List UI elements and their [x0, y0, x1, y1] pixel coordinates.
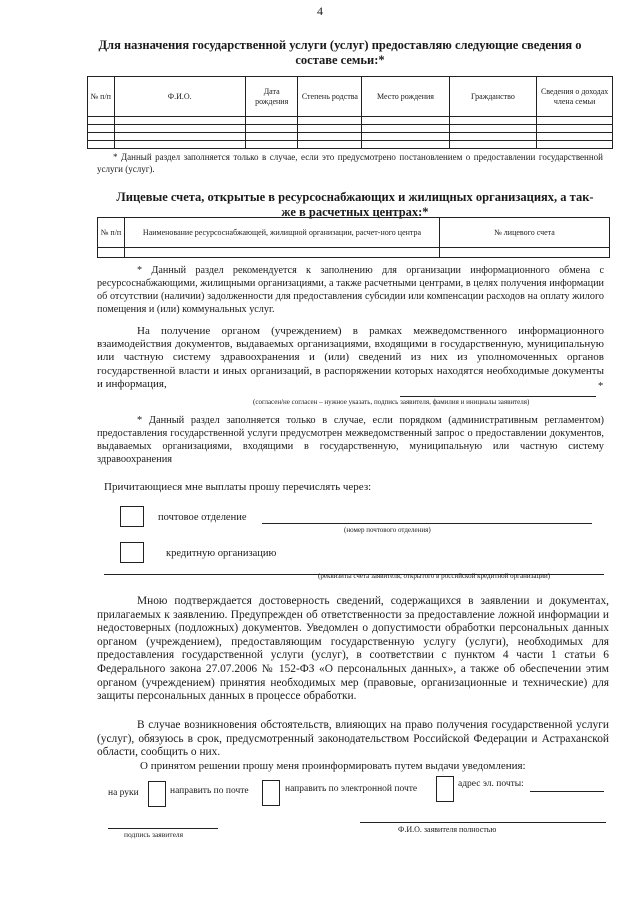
accounts-col-number: № п/п	[98, 218, 125, 248]
accounts-note: * Данный раздел рекомендуется к заполнению для организации информационного обмена с ресурсоснабжающими, жилищными организациями, а также расчетными центрами, в целях получения информации об отсутствии (наличии) задолженности для предоставления субсидии или компенсации расходов на оплату жилого помещения и (или) коммунальных услуг.	[97, 265, 604, 315]
family-col-birthdate: Дата рождения	[245, 77, 298, 117]
family-col-number: № п/п	[88, 77, 115, 117]
post-office-checkbox[interactable]	[120, 506, 144, 527]
family-heading-line1: Для назначения государственной услуги (услуг) предоставляю следующие сведения о	[98, 38, 582, 52]
family-empty-row[interactable]	[88, 117, 613, 125]
accounts-heading-line1: Лицевые счета, открытые в ресурсоснабжающих и жилищных организациях, а так-	[116, 190, 594, 204]
consent-note: * Данный раздел заполняется только в случае, если порядком (административным регламентом) предоставления государственной услуги предусмотрен межведомственный запрос о предоставлении документов, выдаваемых организациями, входящими в государственную, муниципальную или частную систему здравоохранения	[97, 415, 604, 465]
notification-intro: О принятом решении прошу меня проинформировать путем выдачи уведомления:	[140, 760, 526, 772]
accounts-heading	[90, 190, 620, 220]
consent-star: *	[598, 381, 604, 392]
credit-org-checkbox[interactable]	[120, 542, 144, 563]
post-office-number-field[interactable]	[262, 523, 592, 524]
family-heading-line2: составе семьи:*	[295, 53, 385, 67]
accounts-empty-row[interactable]	[98, 248, 610, 258]
family-heading	[60, 38, 620, 68]
notify-email-label: направить по электронной почте	[285, 784, 418, 794]
family-col-kinship: Степень родства	[298, 77, 362, 117]
notify-hand-label: на руки	[108, 788, 139, 798]
accounts-col-organization: Наименование ресурсоснабжающей, жилищной организации, расчет-ного центра	[125, 218, 440, 248]
declaration-paragraph-2: В случае возникновения обстоятельств, влияющих на право получения государственной услуги (услуг), обязуюсь в срок, предусмотренный законодательством Российской Федерации и Астраханской области, сообщить о них.	[97, 719, 609, 759]
family-col-name: Ф.И.О.	[114, 77, 245, 117]
notify-email-checkbox[interactable]	[436, 776, 454, 802]
signature-line[interactable]	[108, 828, 218, 829]
page-number: 4	[317, 4, 323, 18]
family-empty-row[interactable]	[88, 133, 613, 141]
notify-hand-checkbox[interactable]	[148, 781, 166, 807]
consent-caption: (согласен/не согласен – нужное указать, подпись заявителя, фамилия и инициалы заявителя)	[253, 398, 530, 406]
post-office-caption: (номер почтового отделения)	[344, 526, 431, 534]
signature-caption: подпись заявителя	[124, 830, 184, 839]
email-address-field[interactable]	[530, 791, 604, 792]
family-empty-row[interactable]	[88, 125, 613, 133]
consent-body: На получение органом (учреждением) в рамках межведомственного информационного взаимодействия документов, выдаваемых организациями, входящими в государственную, муниципальную или частную систему здравоохранения и (или) сведений из них из уполномоченных органов государственной власти и иных организаций, в распоряжении которых находятся необходимые документы и информация,	[97, 325, 604, 390]
declaration-paragraph-1: Мною подтверждается достоверность сведений, содержащихся в заявлении и документах, прилагаемых к заявлению. Предупрежден об ответственности за предоставление ложной информации и недостоверных (подложных) документов. Уведомлен о допустимости обработки персональных данных органом (учреждением), предоставляющим государственную услугу (услуги), необходимых для предоставления государственной услуги (услуг), в соответствии с пунктом 4 части 1 статьи 6 Федерального закона 27.07.2006 № 152-ФЗ «О персональных данных», а также об обеспечении этим органом (учреждением) принятия необходимых мер (правовые, организационные и технические) для защиты персональных данных в процессе обработки.	[97, 595, 609, 703]
family-empty-row[interactable]	[88, 141, 613, 149]
family-col-income: Сведения о доходах члена семьи	[537, 77, 613, 117]
family-col-citizenship: Гражданство	[449, 77, 537, 117]
accounts-heading-line2: же в расчетных центрах:*	[281, 205, 429, 219]
family-table	[87, 76, 613, 149]
payments-intro: Причитающиеся мне выплаты прошу перечислять через:	[104, 481, 372, 493]
notify-post-checkbox[interactable]	[262, 780, 280, 806]
credit-org-label: кредитную организацию	[166, 548, 277, 559]
consent-signature-line[interactable]	[400, 396, 596, 397]
post-office-label: почтовое отделение	[158, 512, 247, 523]
email-address-label: адрес эл. почты:	[458, 779, 524, 789]
full-name-caption: Ф.И.О. заявителя полностью	[398, 825, 497, 834]
consent-text	[97, 325, 604, 391]
credit-org-caption: (реквизиты счета заявителя, открытого в российской кредитной организации)	[318, 572, 551, 580]
full-name-line[interactable]	[360, 822, 606, 823]
accounts-table	[97, 217, 610, 258]
family-col-birthplace: Место рождения	[362, 77, 449, 117]
notify-post-label: направить по почте	[170, 786, 249, 796]
accounts-col-account: № лицевого счета	[440, 218, 610, 248]
family-note: * Данный раздел заполняется только в случае, если это предусмотрено постановлением о предоставлении государственной услуги (услуг).	[97, 152, 603, 174]
